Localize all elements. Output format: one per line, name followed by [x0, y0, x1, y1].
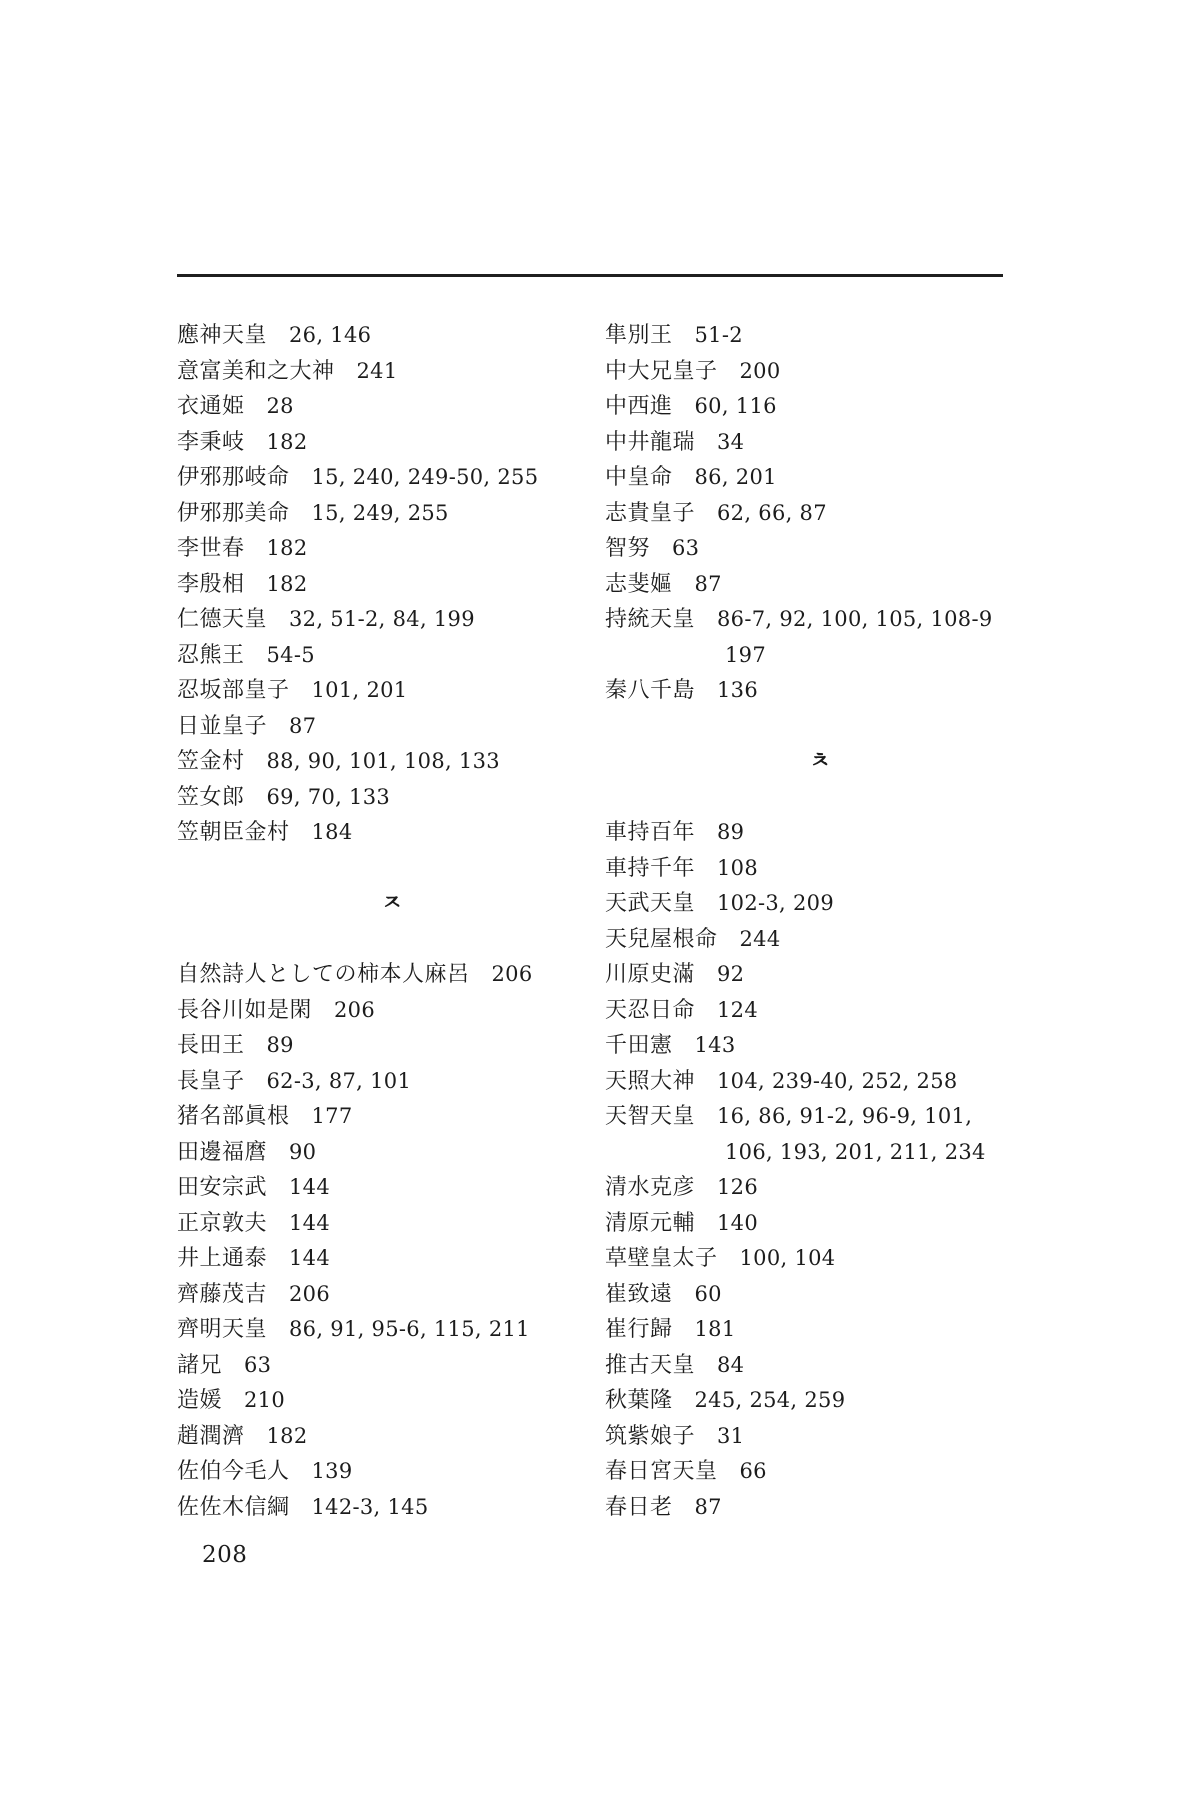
entry-pages: 92: [717, 962, 745, 986]
entry-pages: 15, 249, 255: [311, 500, 449, 525]
index-entry: [177, 709, 607, 745]
entry-pages: 16, 86, 91-2, 96-9, 101,: [717, 1104, 973, 1128]
entry-pages: 210: [244, 1388, 285, 1412]
index-entry: [605, 673, 1035, 709]
entry-term: 忍熊王: [177, 642, 245, 668]
entry-pages: 32, 51-2, 84, 199: [289, 607, 475, 631]
entry-term: 秦八千島: [605, 678, 696, 703]
index-entry: [605, 460, 1035, 496]
index-column-left: [177, 318, 607, 1525]
entry-term: 天忍日命: [605, 997, 696, 1023]
entry-pages: 139: [311, 1459, 353, 1483]
entry-term: 伊邪那美命: [177, 500, 290, 526]
entry-term: 齊明天皇: [177, 1317, 268, 1342]
entry-pages: 63: [244, 1352, 272, 1377]
index-entry: [177, 1312, 607, 1348]
index-entry: [177, 318, 607, 354]
entry-term: 智努: [605, 536, 651, 561]
spacer: [605, 780, 1035, 816]
entry-term: 天兒屋根命: [605, 926, 718, 952]
entry-term: 持統天皇: [605, 607, 696, 632]
index-column-right: [605, 318, 1035, 1525]
index-entry: [605, 1383, 1035, 1419]
entry-pages: 34: [717, 429, 745, 454]
entry-pages: 100, 104: [739, 1246, 836, 1270]
entry-pages: 102-3, 209: [717, 891, 834, 915]
index-entry: [177, 1241, 607, 1277]
entry-term: 草壁皇太子: [605, 1246, 718, 1271]
entry-pages: 144: [289, 1246, 330, 1270]
entry-term: 長田王: [177, 1033, 245, 1058]
entry-term: 春日老: [605, 1494, 673, 1520]
entry-term: 志貴皇子: [605, 500, 696, 526]
index-entry: [605, 1241, 1035, 1277]
entry-pages: 184: [311, 820, 353, 844]
entry-term: 筑紫娘子: [605, 1423, 696, 1449]
index-entry: [605, 1170, 1035, 1206]
index-entry: [605, 1028, 1035, 1064]
index-entry: [177, 460, 607, 496]
entry-pages: 60: [694, 1281, 722, 1306]
entry-term: 志斐嫗: [605, 571, 673, 597]
entry-pages: 108: [717, 855, 758, 880]
spacer: [177, 851, 607, 887]
index-entry: [177, 567, 607, 603]
entry-term: 自然詩人としての柿本人麻呂: [177, 962, 470, 987]
entry-term: 長皇子: [177, 1068, 245, 1094]
entry-pages: 200: [739, 358, 781, 383]
index-entry: [177, 354, 607, 390]
index-entry: [605, 1312, 1035, 1348]
entry-pages: 54-5: [266, 642, 315, 667]
index-entry: [177, 425, 607, 461]
entry-pages: 89: [717, 820, 745, 844]
entry-term: 猪名部眞根: [177, 1104, 290, 1129]
entry-term: 忍坂部皇子: [177, 678, 290, 703]
index-entry: [177, 1348, 607, 1384]
entry-term: 笠朝臣金村: [177, 820, 290, 845]
index-entry: [177, 602, 607, 638]
entry-pages: 144: [289, 1210, 330, 1235]
entry-pages: 88, 90, 101, 108, 133: [266, 749, 500, 773]
entry-term: 中西進: [605, 394, 673, 419]
entry-pages: 63: [672, 536, 700, 560]
entry-term: 天照大神: [605, 1068, 696, 1094]
entry-pages: 86-7, 92, 100, 105, 108-9: [717, 607, 993, 631]
entry-term: 仁德天皇: [177, 607, 268, 632]
entry-term: 應神天皇: [177, 323, 268, 348]
entry-pages: 136: [717, 678, 758, 702]
index-entry: [177, 1135, 607, 1171]
entry-pages: 87: [694, 1494, 722, 1519]
entry-term: 崔致遠: [605, 1281, 673, 1307]
index-entry: [605, 1348, 1035, 1384]
entry-term: 趙潤濟: [177, 1423, 245, 1449]
entry-pages: 241: [356, 358, 398, 383]
entry-term: 伊邪那岐命: [177, 465, 290, 490]
page-number: 208: [202, 1542, 248, 1568]
entry-continuation: 106, 193, 201, 211, 234: [725, 1139, 986, 1164]
entry-term: 造媛: [177, 1388, 223, 1413]
section-heading: ㅊ: [809, 748, 831, 774]
entry-pages: 28: [266, 394, 294, 418]
entry-term: 中皇命: [605, 465, 673, 490]
index-entry: [605, 496, 1035, 532]
index-entry: [605, 815, 1035, 851]
index-entry: [177, 1419, 607, 1455]
entry-term: 中井龍瑞: [605, 429, 696, 455]
index-entry: [177, 673, 607, 709]
entry-term: 衣通姫: [177, 394, 245, 419]
index-entry: [177, 815, 607, 851]
index-entry: [177, 496, 607, 532]
index-entry: [177, 1206, 607, 1242]
entry-pages: 66: [739, 1459, 767, 1483]
entry-term: 川原史滿: [605, 962, 696, 987]
entry-term: 中大兄皇子: [605, 358, 718, 384]
entry-pages: 182: [266, 536, 308, 560]
index-entry: [605, 425, 1035, 461]
spacer: [605, 709, 1035, 745]
entry-pages: 86, 201: [694, 465, 777, 489]
index-entry: [605, 886, 1035, 922]
index-entry: [177, 531, 607, 567]
entry-pages: 26, 146: [289, 323, 372, 347]
entry-pages: 245, 254, 259: [694, 1388, 846, 1412]
entry-term: 車持百年: [605, 820, 696, 845]
index-entry: [177, 389, 607, 425]
entry-pages: 60, 116: [694, 394, 777, 418]
index-entry: [177, 1277, 607, 1313]
entry-pages: 87: [694, 571, 722, 596]
index-entry: [605, 318, 1035, 354]
index-entry: [605, 851, 1035, 887]
index-entry: [605, 957, 1035, 993]
entry-pages: 62, 66, 87: [717, 500, 827, 525]
index-entry: [177, 957, 607, 993]
entry-term: 清原元輔: [605, 1210, 696, 1236]
entry-pages: 31: [717, 1423, 745, 1448]
entry-term: 崔行歸: [605, 1317, 673, 1342]
entry-term: 李殷相: [177, 571, 245, 597]
section-heading: ㅈ: [381, 890, 403, 916]
index-entry: [177, 1383, 607, 1419]
entry-term: 井上通泰: [177, 1246, 268, 1271]
entry-term: 春日宮天皇: [605, 1459, 718, 1484]
entry-term: 隼別王: [605, 323, 673, 348]
entry-term: 齊藤茂吉: [177, 1281, 268, 1307]
entry-pages: 182: [266, 429, 308, 454]
entry-term: 意富美和之大神: [177, 358, 335, 384]
entry-pages: 142-3, 145: [311, 1494, 429, 1519]
index-entry: [605, 1206, 1035, 1242]
spacer: [177, 922, 607, 958]
index-entry: [177, 1170, 607, 1206]
index-entry: [605, 1064, 1035, 1100]
index-entry: [177, 744, 607, 780]
top-rule: [177, 274, 1003, 277]
entry-term: 車持千年: [605, 855, 696, 881]
entry-pages: 87: [289, 713, 317, 738]
entry-term: 田邊福麿: [177, 1139, 268, 1165]
index-entry: [605, 1277, 1035, 1313]
entry-term: 佐佐木信綱: [177, 1494, 290, 1520]
entry-pages: 244: [739, 926, 781, 951]
index-entry: [177, 993, 607, 1029]
index-entry: [177, 1099, 607, 1135]
entry-pages: 86, 91, 95-6, 115, 211: [289, 1317, 530, 1341]
index-entry: [177, 1028, 607, 1064]
entry-pages: 104, 239-40, 252, 258: [717, 1068, 958, 1093]
index-entry: [605, 531, 1035, 567]
entry-pages: 182: [266, 571, 308, 596]
entry-pages: 62-3, 87, 101: [266, 1068, 412, 1093]
entry-pages: 206: [334, 997, 375, 1022]
entry-pages: 206: [289, 1281, 330, 1306]
entry-pages: 177: [311, 1104, 353, 1128]
entry-term: 千田憲: [605, 1033, 673, 1058]
entry-pages: 101, 201: [311, 678, 408, 702]
entry-term: 笠金村: [177, 749, 245, 774]
entry-term: 天武天皇: [605, 891, 696, 916]
index-entry: [605, 567, 1035, 603]
entry-pages: 89: [266, 1033, 294, 1057]
index-entry: [605, 1490, 1035, 1526]
entry-term: 長谷川如是閑: [177, 997, 313, 1023]
entry-pages: 182: [266, 1423, 308, 1448]
index-entry: [605, 602, 1035, 638]
entry-term: 李世春: [177, 536, 245, 561]
entry-pages: 144: [289, 1175, 330, 1199]
index-entry: [177, 638, 607, 674]
entry-continuation: 197: [725, 642, 766, 667]
index-entry: [605, 389, 1035, 425]
entry-pages: 181: [694, 1317, 736, 1341]
entry-pages: 143: [694, 1033, 736, 1057]
index-entry: [177, 1064, 607, 1100]
entry-pages: 126: [717, 1175, 758, 1199]
entry-term: 田安宗武: [177, 1175, 268, 1200]
index-entry: [177, 780, 607, 816]
entry-term: 推古天皇: [605, 1352, 696, 1378]
entry-pages: 206: [491, 962, 533, 986]
entry-pages: 90: [289, 1139, 317, 1164]
entry-pages: 15, 240, 249-50, 255: [311, 465, 539, 489]
entry-term: 秋葉隆: [605, 1388, 673, 1413]
index-entry: [605, 993, 1035, 1029]
entry-pages: 124: [717, 997, 758, 1022]
entry-pages: 140: [717, 1210, 758, 1235]
entry-pages: 51-2: [694, 323, 743, 347]
index-entry: [605, 1419, 1035, 1455]
entry-term: 諸兄: [177, 1352, 223, 1378]
entry-term: 清水克彦: [605, 1175, 696, 1200]
index-entry: [605, 1454, 1035, 1490]
entry-term: 李秉岐: [177, 429, 245, 455]
index-entry: [605, 354, 1035, 390]
index-entry: [177, 1454, 607, 1490]
index-entry: [605, 922, 1035, 958]
entry-term: 佐伯今毛人: [177, 1459, 290, 1484]
entry-term: 笠女郎: [177, 784, 245, 810]
index-entry: [177, 1490, 607, 1526]
entry-term: 天智天皇: [605, 1104, 696, 1129]
entry-term: 日並皇子: [177, 713, 268, 739]
index-entry: [605, 1099, 1035, 1135]
entry-pages: 69, 70, 133: [266, 784, 391, 809]
entry-pages: 84: [717, 1352, 745, 1377]
entry-term: 正京敦夫: [177, 1210, 268, 1236]
